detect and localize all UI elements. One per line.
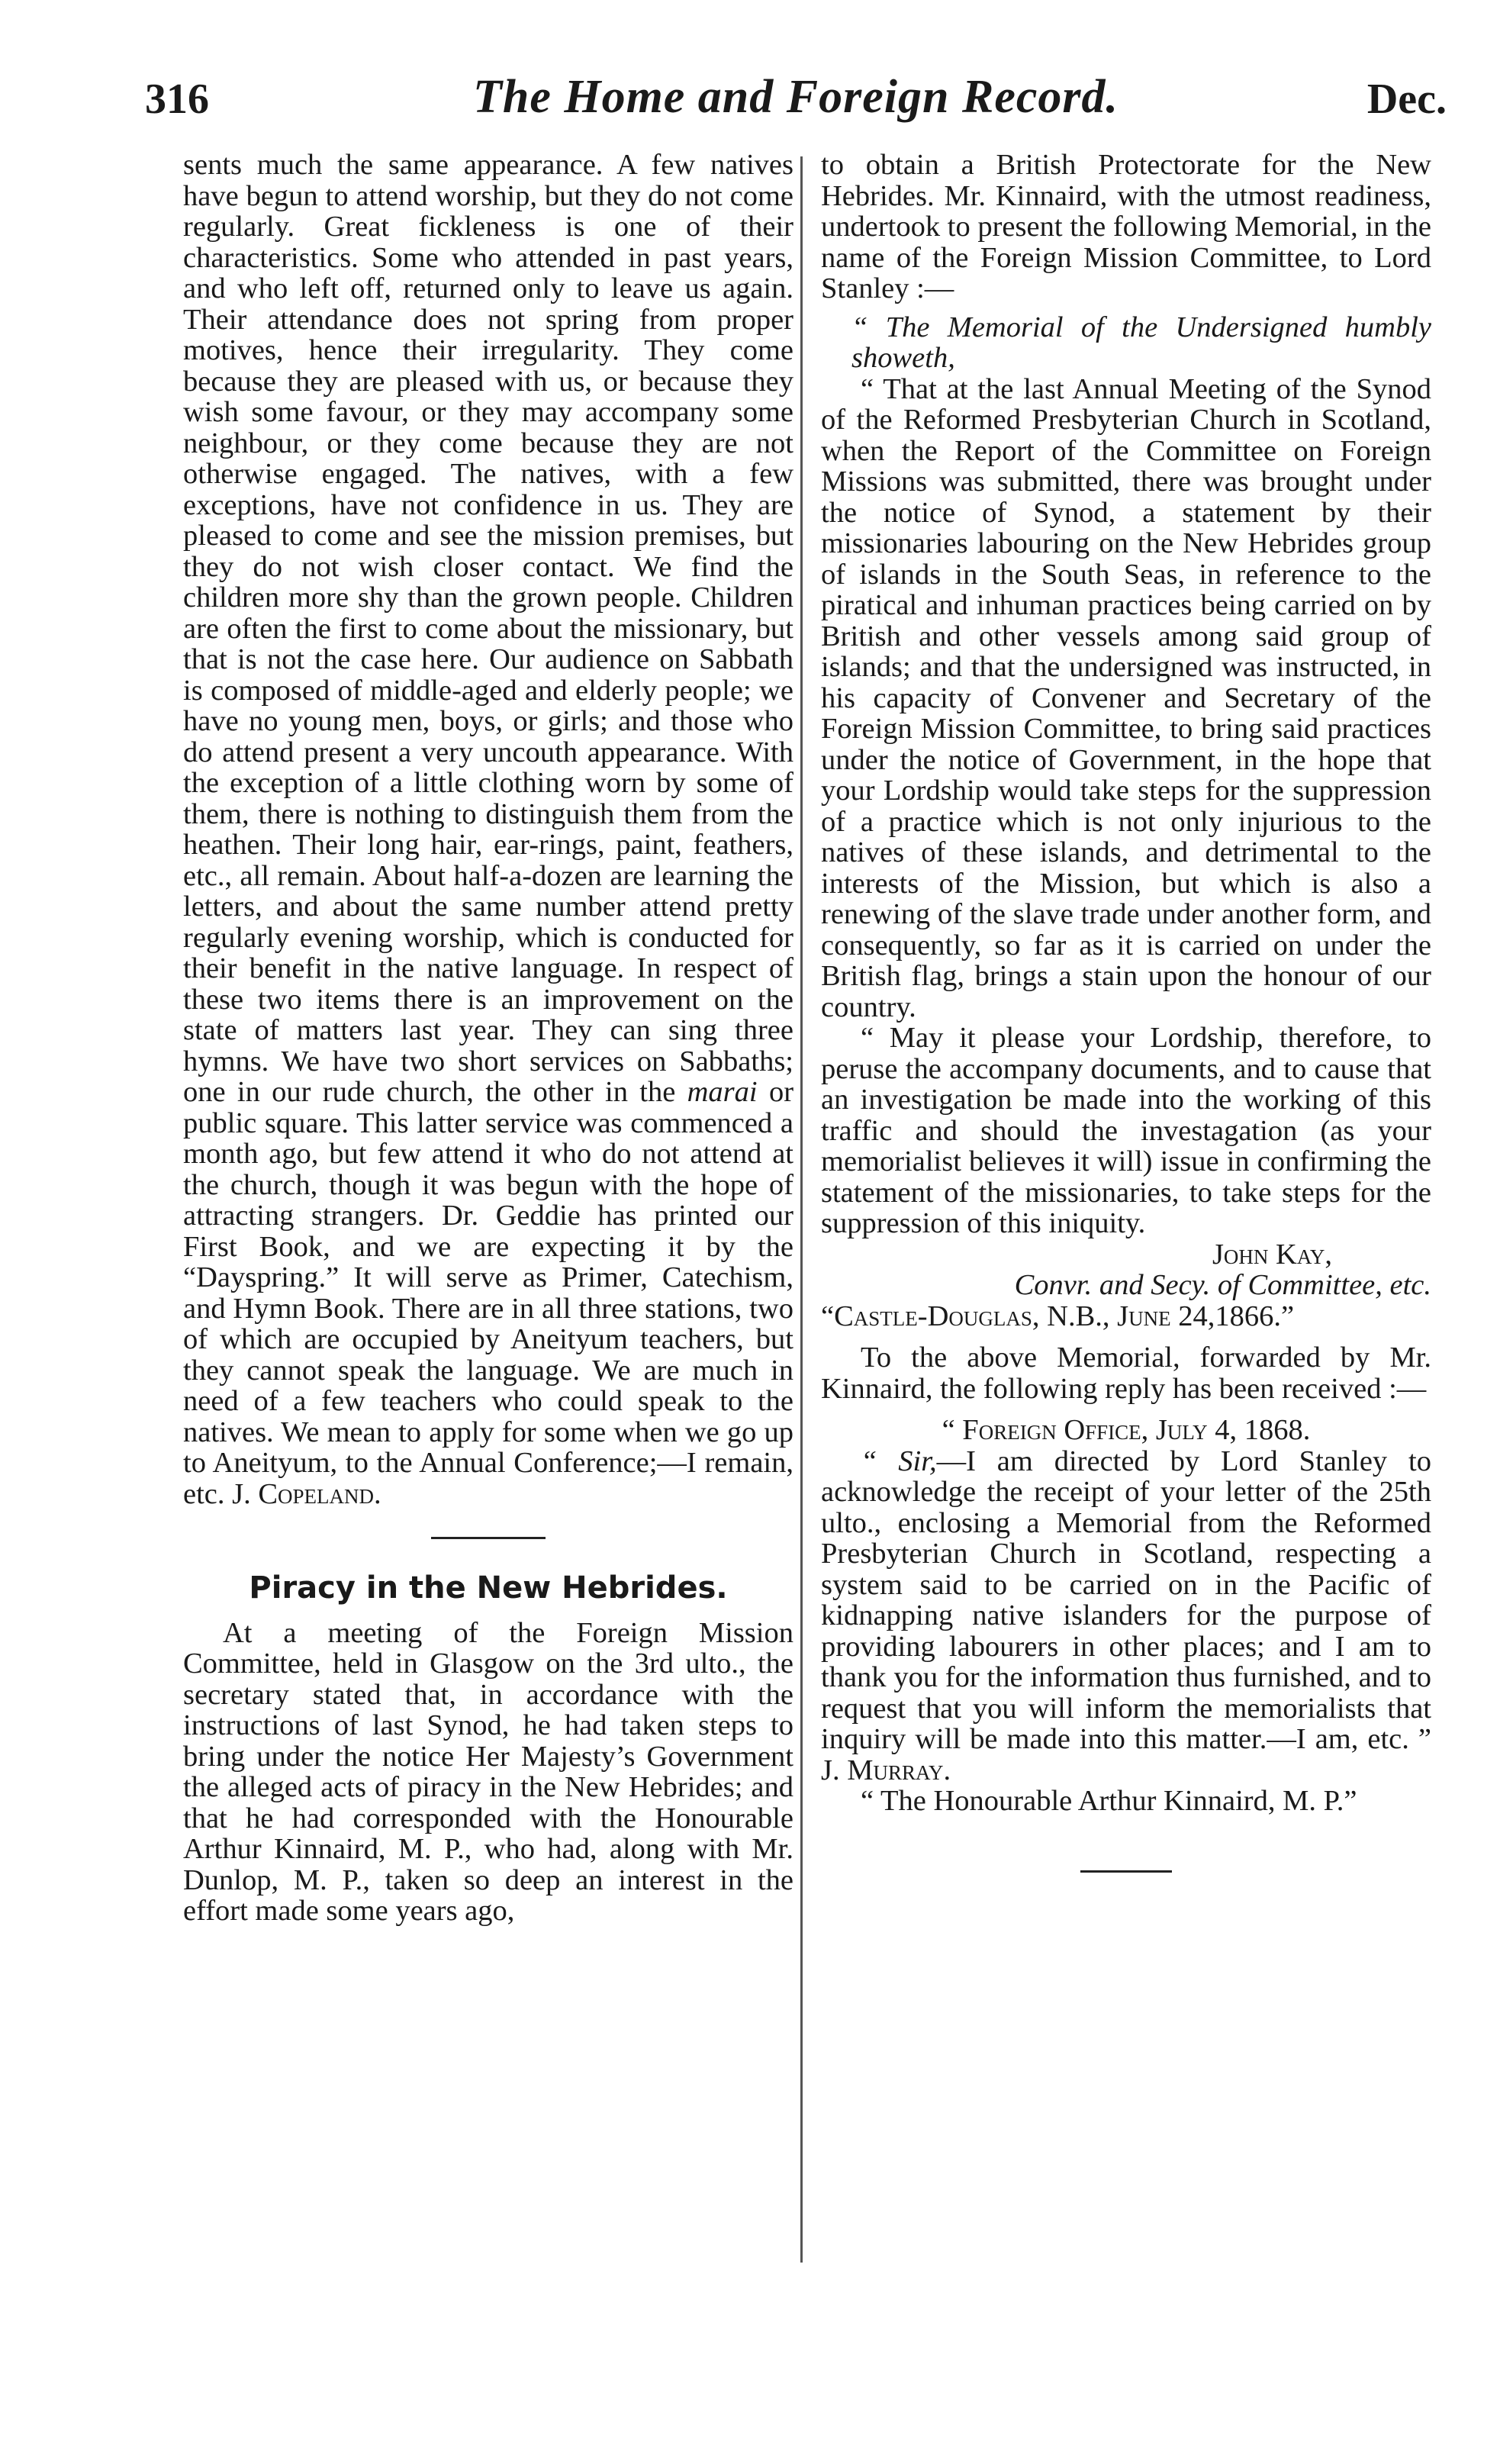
addressee: “ The Honourable Arthur Kinnaird, M. P.”: [861, 1785, 1357, 1817]
letter-signature: J. Copeland.: [232, 1477, 381, 1510]
reply-body: —I am directed by Lord Stanley to acknowledge the receipt of your letter of the 25th ulto., enclosing a Memorial from the Reformed Presbyterian Church in Scotland, respecting a system said to be carried on in the Pacific of kidnapping native islanders for the purpose of providing labourers in other places; and I am to thank you for the information thus furnished, and to request that you will inform the memorialists that inquiry will be made into this matter.—I am, etc. ”: [821, 1445, 1431, 1755]
reply-dateline: “ Foreign Office, July 4, 1868.: [942, 1414, 1311, 1446]
memorial-signature-title: Convr. and Secy. of Committee, etc.: [1014, 1269, 1431, 1301]
piracy-paragraph: At a meeting of the Foreign Mission Committee, held in Glasgow on the 3rd ulto., the secretary stated that, in accordance with the instructions of last Synod, he had taken steps to bring under the notice Her Majesty’s Government the alleged acts of piracy in the New Hebrides; and that he had corresponded with the Honourable Arthur Kinnaird, M. P., who had, along with Mr. Dunlop, M. P., taken so deep an interest in the effort made some years ago,: [183, 1616, 793, 1927]
memorial-heading: “ The Memorial of the Undersigned humbly showeth,: [851, 311, 1431, 374]
spacer: [821, 1404, 1431, 1415]
memorial-paragraph-2: “ May it please your Lordship, therefore, to peruse the accompany documents, and to cause that an investigation be made into the working of this traffic and should the investagation (as your memorialist believes it will) issue in confirming the statement of the missionaries, to take steps for the suppression of this iniquity.: [821, 1022, 1431, 1239]
running-header: [145, 60, 1447, 143]
italic-term: marai: [687, 1076, 758, 1108]
page-number: 316: [145, 76, 209, 123]
right-column: [821, 150, 1431, 1906]
reply-signature: J. Murray.: [821, 1754, 951, 1786]
section-heading: Piracy in the New Hebrides.: [249, 1570, 728, 1606]
reply-intro: To the above Memorial, forwarded by Mr. Kinnaird, the following reply has been received :—: [821, 1342, 1431, 1405]
section-separator: [431, 1537, 546, 1539]
memorial-dateline: “Castle-Douglas, N.B., June 24,1866.”: [821, 1300, 1295, 1332]
missionary-letter-paragraph: [183, 150, 793, 1509]
letter-text-continued: or public square. This latter service was commenced a month ago, but few attend it who do not attend at the church, though it was begun with the hope of attracting strangers. Dr. Geddie has printed our First Book, and we are expecting it by the “Dayspring.” It will serve as Primer, Catechism, and Hymn Book. There are in all three stations, two of which are occupied by Aneityum teachers, but they cannot speak the language. We are much in need of a few teachers who could speak to the natives. We mean to apply for some when we go up to Aneityum, to the Annual Conference;—I remain, etc.: [183, 1076, 794, 1510]
memorial-signature-name: John Kay,: [1212, 1238, 1332, 1271]
letter-text: sents much the same appearance. A few natives have begun to attend worship, but they do not come regularly. Great fickleness is one of their characteristics. Some who attended in past years, and who left off, returned only to leave us again. Their attendance does not spring from proper motives, hence their irregularity. They come because they are pleased with us, or because they wish some favour, or they may accompany some neighbour, or they come because they are not otherwise engaged. The natives, with a few exceptions, have not confidence in us. They are pleased to come and see the mission premises, but they do not wish closer contact. We find the children more shy than the grown people. Children are often the first to come about the missionary, but that is not the case here. Our audience on Sabbath is composed of middle-aged and elderly people; we have no young men, boys, or girls; and those who do attend present a very uncouth appearance. With the exception of a little clothing worn by some of them, there is nothing to distinguish them from the heathen. Their long hair, ear-rings, paint, feathers, etc., all remain. About half-a-dozen are learning the letters, and about the same number attend pretty regularly evening worship, which is conducted for their benefit in the native language. In respect of these two items there is an improvement on the state of matters last year. They can sing three hymns. We have two short services on Sabbaths; one in our rude church, the other in the: [183, 149, 793, 1108]
left-column: [183, 150, 793, 1927]
memorial-paragraph-1: “ That at the last Annual Meeting of the Synod of the Reformed Presbyterian Church in Scotland, when the Report of the Committee on Foreign Missions was submitted, there was brought under the notice of Synod, a statement by their missionaries labouring on the New Hebrides group of islands in the South Seas, in reference to the piratical and inhuman practices being carried on by British and other vessels among said group of islands; and that the undersigned was instructed, in his capacity of Convener and Secretary of the Foreign Mission Committee, to bring said practices under the notice of Government, in the hope that your Lordship would take steps for the suppression of a practice which is not only injurious to the natives of these islands, and detrimental to the interests of the Mission, but which is also a renewing of the slave trade under another form, and consequently, so far as it is carried on under the British flag, brings a stain upon the honour of our country.: [821, 372, 1431, 1023]
reply-letter: [821, 1446, 1431, 1786]
continued-paragraph: to obtain a British Protectorate for the New Hebrides. Mr. Kinnaird, with the utmost readiness, undertook to present the following Memorial, in the name of the Foreign Mission Committee, to Lord Stanley :—: [821, 149, 1431, 304]
column-divider: [800, 156, 803, 2263]
spacer: [821, 1332, 1431, 1342]
running-title: The Home and Foreign Record.: [472, 71, 1119, 123]
header-month: Dec.: [1366, 76, 1447, 123]
reply-salutation: “ Sir,: [861, 1445, 937, 1477]
closing-separator: [1080, 1870, 1172, 1873]
